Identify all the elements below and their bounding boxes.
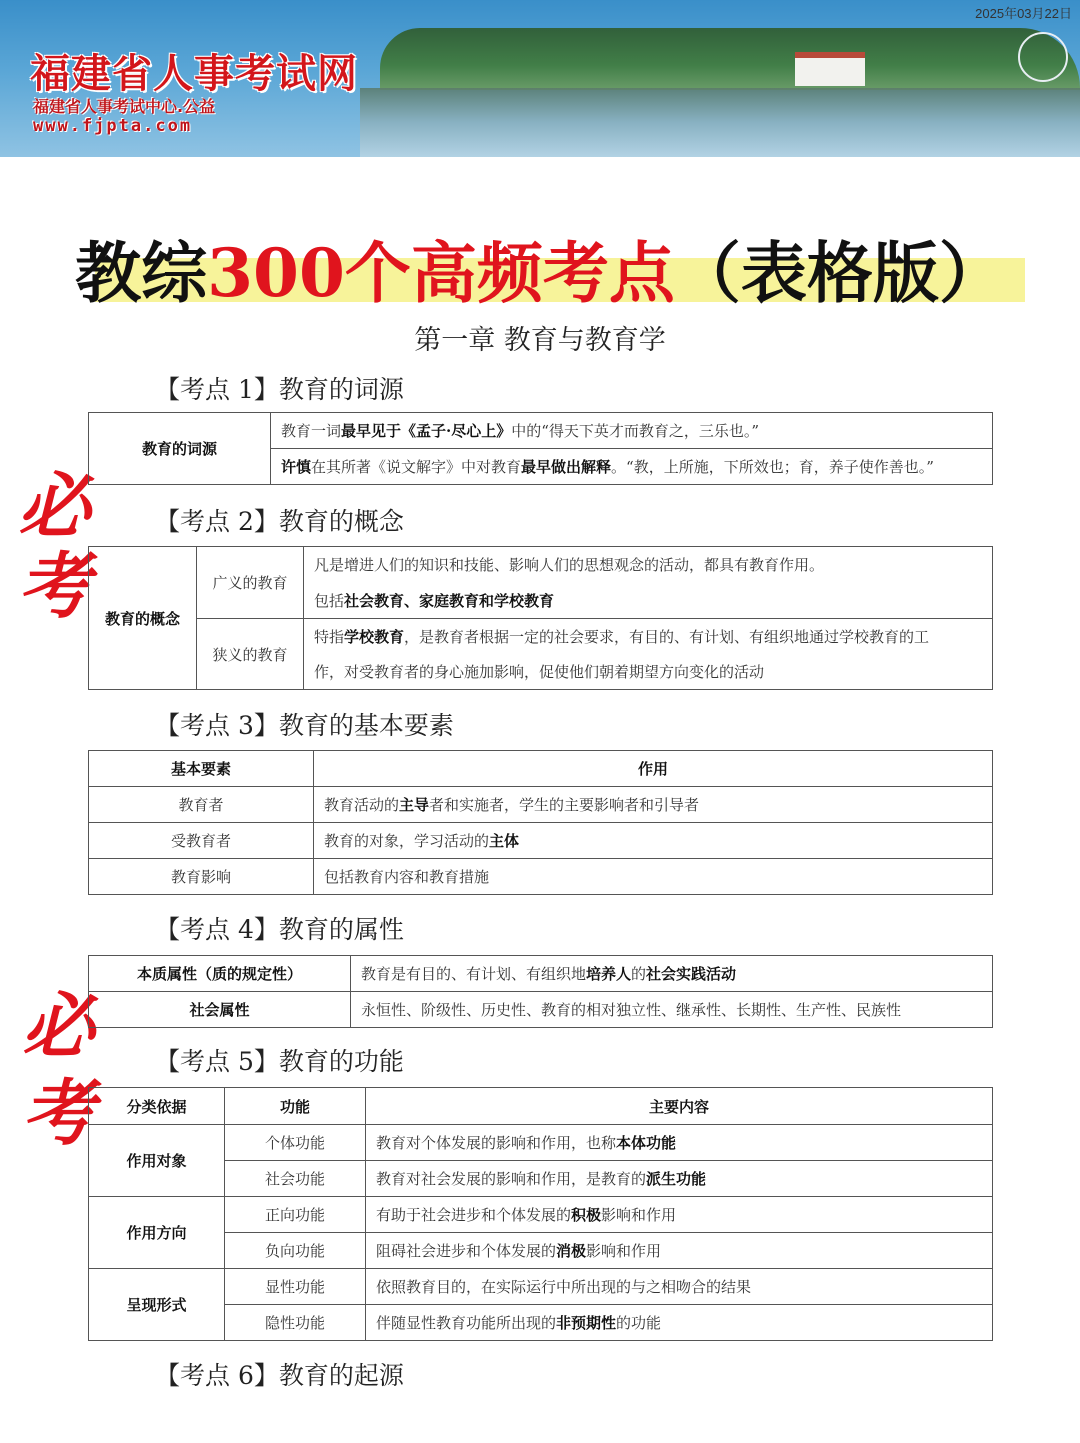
must-test-stamp-bottom-2: 考 — [22, 1070, 95, 1155]
site-logo-title[interactable]: 福建省人事考试网 — [30, 51, 358, 97]
function-content: 依照教育目的，在实际运行中所出现的与之相吻合的结果 — [366, 1269, 993, 1305]
banner-house-image — [795, 52, 865, 86]
narrow-education-line-1: 特指学校教育，是教育者根据一定的社会要求，有目的、有计划、有组织地通过学校教育的工 — [304, 619, 993, 655]
point-3-table — [88, 750, 993, 895]
banner-water-image — [360, 88, 1080, 157]
column-header-content: 主要内容 — [366, 1088, 993, 1125]
ferris-wheel-icon — [1018, 32, 1068, 82]
function-name: 隐性功能 — [225, 1305, 366, 1341]
point-5-table — [88, 1087, 993, 1341]
banner-date: 2025年03月22日 — [975, 6, 1072, 21]
group-direction: 作用方向 — [89, 1197, 225, 1269]
point-4-table — [88, 955, 993, 1028]
point-6-heading: 【考点 6】教育的起源 — [155, 1361, 404, 1390]
point-1-row-1: 教育一词最早见于《孟子·尽心上》中的“得天下英才而教育之，三乐也。” — [271, 413, 993, 449]
point-3-heading: 【考点 3】教育的基本要素 — [155, 711, 454, 740]
chapter-heading: 第一章 教育与教育学 — [414, 325, 666, 356]
point-2-label: 教育的概念 — [89, 547, 197, 690]
site-url[interactable]: www.fjpta.com — [33, 116, 193, 136]
point-4-heading: 【考点 4】教育的属性 — [155, 915, 404, 944]
must-test-stamp-top-2: 考 — [18, 543, 91, 628]
column-header-element: 基本要素 — [89, 751, 314, 787]
group-target: 作用对象 — [89, 1125, 225, 1197]
broad-education-line-1: 凡是增进人们的知识和技能、影响人们的思想观念的活动，都具有教育作用。 — [304, 547, 993, 583]
table-cell-value: 教育的对象，学习活动的主体 — [314, 823, 993, 859]
header-banner — [0, 0, 1080, 157]
narrow-education-label: 狭义的教育 — [197, 619, 304, 690]
point-2-table — [88, 546, 993, 690]
column-header-role: 作用 — [314, 751, 993, 787]
social-attribute-label: 社会属性 — [89, 992, 351, 1028]
point-5-heading: 【考点 5】教育的功能 — [155, 1047, 404, 1076]
function-content: 阻碍社会进步和个体发展的消极影响和作用 — [366, 1233, 993, 1269]
must-test-stamp-top-1: 必 — [18, 463, 91, 548]
group-form: 呈现形式 — [89, 1269, 225, 1341]
table-cell-value: 包括教育内容和教育措施 — [314, 859, 993, 895]
function-content: 有助于社会进步和个体发展的积极影响和作用 — [366, 1197, 993, 1233]
table-cell-key: 教育影响 — [89, 859, 314, 895]
page-title: 教综300个高频考点（表格版） — [75, 234, 1005, 312]
point-1-heading: 【考点 1】教育的词源 — [155, 375, 404, 404]
function-content: 教育对个体发展的影响和作用，也称本体功能 — [366, 1125, 993, 1161]
essential-attribute-label: 本质属性（质的规定性） — [89, 956, 351, 992]
function-name: 负向功能 — [225, 1233, 366, 1269]
function-content: 伴随显性教育功能所出现的非预期性的功能 — [366, 1305, 993, 1341]
column-header-function: 功能 — [225, 1088, 366, 1125]
point-1-label: 教育的词源 — [89, 413, 271, 485]
function-name: 正向功能 — [225, 1197, 366, 1233]
function-content: 教育对社会发展的影响和作用，是教育的派生功能 — [366, 1161, 993, 1197]
column-header-basis: 分类依据 — [89, 1088, 225, 1125]
broad-education-label: 广义的教育 — [197, 547, 304, 619]
must-test-stamp-bottom-1: 必 — [22, 983, 95, 1068]
function-name: 显性功能 — [225, 1269, 366, 1305]
broad-education-line-2: 包括社会教育、家庭教育和学校教育 — [304, 583, 993, 619]
social-attribute-value: 永恒性、阶级性、历史性、教育的相对独立性、继承性、长期性、生产性、民族性 — [351, 992, 993, 1028]
point-1-table — [88, 412, 993, 485]
table-cell-key: 教育者 — [89, 787, 314, 823]
narrow-education-line-2: 作，对受教育者的身心施加影响，促使他们朝着期望方向变化的活动 — [304, 655, 993, 690]
site-logo-subtitle: 福建省人事考试中心.公益 — [33, 97, 216, 116]
essential-attribute-value: 教育是有目的、有计划、有组织地培养人的社会实践活动 — [351, 956, 993, 992]
table-cell-key: 受教育者 — [89, 823, 314, 859]
function-name: 个体功能 — [225, 1125, 366, 1161]
point-2-heading: 【考点 2】教育的概念 — [155, 507, 404, 536]
banner-trees-image — [380, 28, 1080, 90]
table-cell-value: 教育活动的主导者和实施者，学生的主要影响者和引导者 — [314, 787, 993, 823]
point-1-row-2: 许慎在其所著《说文解字》中对教育最早做出解释。“教，上所施，下所效也；育，养子使作善也。” — [271, 449, 993, 485]
function-name: 社会功能 — [225, 1161, 366, 1197]
